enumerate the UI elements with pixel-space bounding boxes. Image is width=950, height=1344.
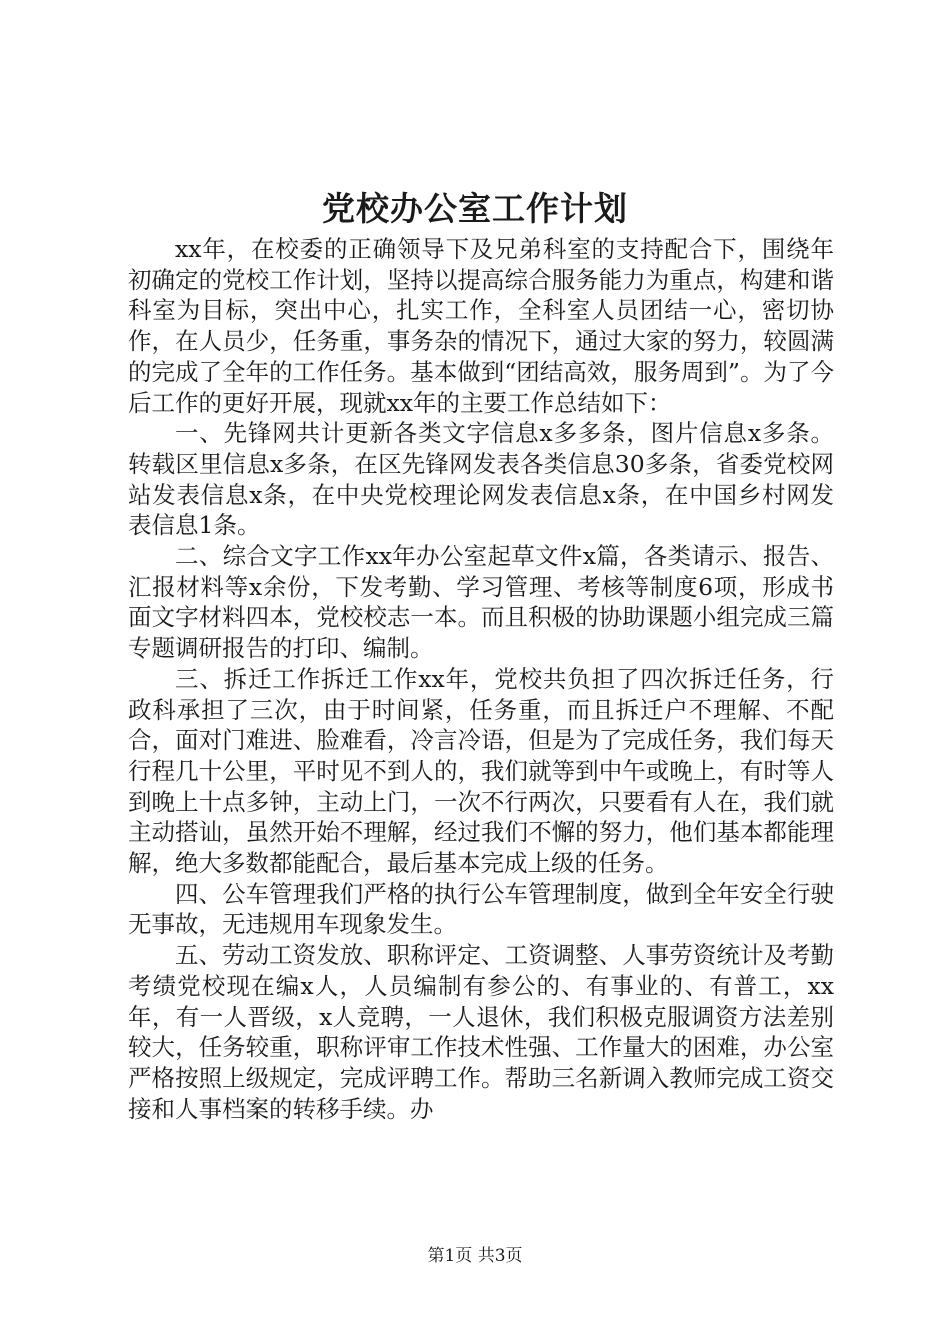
paragraph-item-1: 一、先锋网共计更新各类文字信息x多多条，图片信息x多条。转载区里信息x多条，在区先锋网发表各类信息30多条，省委党校网站发表信息x条，在中央党校理论网发表信息x条，在中国乡村网发表信息1条。 [128,419,834,540]
paragraph-item-5: 五、劳动工资发放、职称评定、工资调整、人事劳资统计及考勤考绩党校现在编x人，人员编制有参公的、有事业的、有普工，xx年，有一人晋级，x人竞聘，一人退休，我们积极克服调资方法差别较大，任务较重，职称评审工作技术性强、工作量大的困难，办公室严格按照上级规定，完成评聘工作。帮助三名新调入教师完成工资交接和人事档案的转移手续。办 [128,941,834,1123]
paragraph-item-2: 二、综合文字工作xx年办公室起草文件x篇，各类请示、报告、汇报材料等x余份，下发考勤、学习管理、考核等制度6项，形成书面文字材料四本，党校校志一本。而且积极的协助课题小组完成三篇专题调研报告的打印、编制。 [128,542,834,663]
document-title: 党校办公室工作计划 [322,189,628,228]
page-footer: 第1页 共3页 [427,1246,523,1266]
document-body [128,234,834,1124]
paragraph-item-3: 三、拆迁工作拆迁工作xx年，党校共负担了四次拆迁任务，行政科承担了三次，由于时间紧，任务重，而且拆迁户不理解、不配合，面对门难进、脸难看，冷言冷语，但是为了完成任务，我们每天行程几十公里，平时见不到人的，我们就等到中午或晚上，有时等人到晚上十点多钟，主动上门，一次不行两次，只要看有人在，我们就主动搭讪，虽然开始不理解，经过我们不懈的努力，他们基本都能理解，绝大多数都能配合，最后基本完成上级的任务。 [128,664,834,878]
paragraph-intro: xx年，在校委的正确领导下及兄弟科室的支持配合下，围绕年初确定的党校工作计划，坚持以提高综合服务能力为重点，构建和谐科室为目标，突出中心，扎实工作，全科室人员团结一心，密切协作，在人员少，任务重，事务杂的情况下，通过大家的努力，较圆满的完成了全年的工作任务。基本做到“团结高效，服务周到”。为了今后工作的更好开展，现就xx年的主要工作总结如下： [128,235,834,417]
paragraph-item-4: 四、公车管理我们严格的执行公车管理制度，做到全年安全行驶无事故，无违规用车现象发生。 [128,879,834,939]
